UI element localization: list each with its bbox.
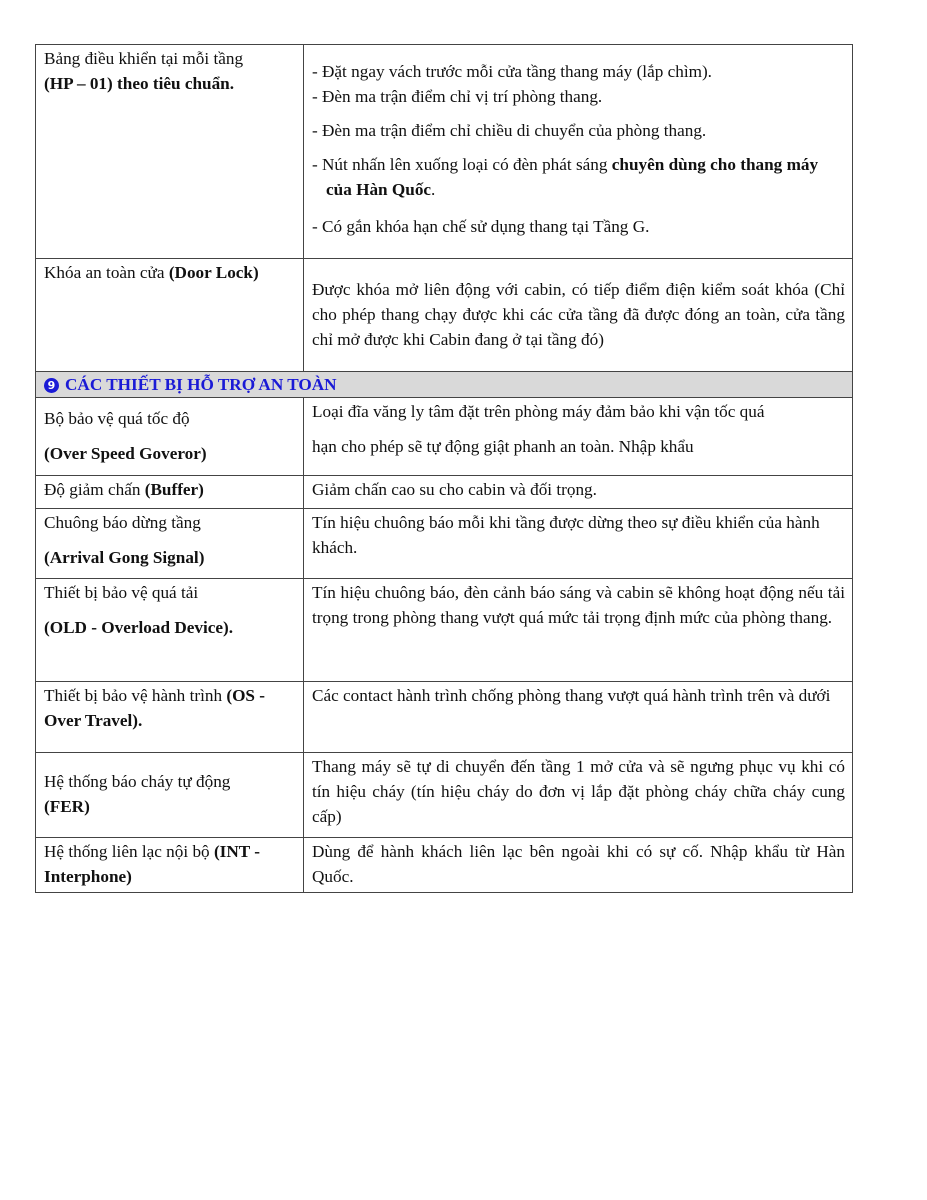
row-label-cell: Hệ thống báo cháy tự động (FER) — [36, 753, 304, 838]
door-lock-label-bold: (Door Lock) — [168, 263, 259, 282]
table-row — [36, 476, 853, 509]
row-desc-cell — [304, 259, 853, 372]
row-label-cell: Thiết bị bảo vệ hành trình (OS - Over Travel). — [36, 682, 304, 753]
list-item: - Đèn ma trận điểm chỉ chiều di chuyển của phòng thang. — [312, 121, 707, 140]
table-row — [36, 509, 853, 579]
table-row — [36, 398, 853, 476]
row-desc-cell: Giảm chấn cao su cho cabin và đối trọng. — [304, 476, 853, 509]
number-circle-icon: 9 — [44, 378, 59, 393]
table-row — [36, 838, 853, 893]
table-row — [36, 259, 853, 372]
row-label-cell: Độ giảm chấn (Buffer) — [36, 476, 304, 509]
row-label-cell: Chuông báo dừng tầng (Arrival Gong Signal) — [36, 509, 304, 579]
list-item: - Đèn ma trận điểm chỉ vị trí phòng thang. — [312, 87, 603, 106]
hall-panel-bullets — [312, 59, 845, 239]
row-label-cell: Thiết bị bảo vệ quá tải (OLD - Overload Device). — [36, 579, 304, 682]
row-desc-cell: Tín hiệu chuông báo mỗi khi tầng được dừng theo sự điều khiển của hành khách. — [304, 509, 853, 579]
table-row — [36, 45, 853, 259]
row-desc-cell: Thang máy sẽ tự di chuyển đến tầng 1 mở cửa và sẽ ngưng phục vụ khi có tín hiệu cháy (tín hiệu cháy do đơn vị lắp đặt phòng cháy chữa cháy cung cấp) — [304, 753, 853, 838]
row-desc-cell: Loại đĩa văng ly tâm đặt trên phòng máy đảm bảo khi vận tốc quá hạn cho phép sẽ tự động giật phanh an toàn. Nhập khẩu — [304, 398, 853, 476]
hall-panel-label-bold: (HP – 01) theo tiêu chuẩn. — [44, 74, 235, 93]
door-lock-label: Khóa an toàn cửa — [44, 263, 169, 282]
row-label-cell — [36, 259, 304, 372]
spec-table — [35, 44, 853, 893]
list-item: - Có gắn khóa hạn chế sử dụng thang tại Tầng G. — [312, 217, 650, 236]
door-lock-desc: Được khóa mở liên động với cabin, có tiếp điểm điện kiểm soát khóa (Chỉ cho phép thang chạy được khi các cửa tầng đã được đóng an toàn, cửa tầng chỉ mở được khi Cabin đang ở tại tầng đó) — [312, 280, 845, 349]
table-row — [36, 753, 853, 838]
row-label-cell — [36, 45, 304, 259]
table-row — [36, 579, 853, 682]
section-header-row — [36, 372, 853, 398]
hall-panel-label: Bảng điều khiển tại mỗi tầng — [44, 49, 244, 68]
section-header — [36, 372, 853, 398]
row-label-cell: Hệ thống liên lạc nội bộ (INT - Interphone) — [36, 838, 304, 893]
list-item: - Nút nhấn lên xuống loại có đèn phát sáng chuyên dùng cho thang máy của Hàn Quốc. — [312, 155, 819, 199]
list-item: - Đặt ngay vách trước mỗi cửa tầng thang máy (lắp chìm). — [312, 62, 712, 81]
row-desc-cell — [304, 45, 853, 259]
section-title: CÁC THIẾT BỊ HỖ TRỢ AN TOÀN — [65, 375, 337, 394]
row-desc-cell: Dùng để hành khách liên lạc bên ngoài khi có sự cố. Nhập khẩu từ Hàn Quốc. — [304, 838, 853, 893]
row-label-cell: Bộ bảo vệ quá tốc độ (Over Speed Goveror) — [36, 398, 304, 476]
row-desc-cell: Các contact hành trình chống phòng thang vượt quá hành trình trên và dưới — [304, 682, 853, 753]
row-desc-cell: Tín hiệu chuông báo, đèn cảnh báo sáng và cabin sẽ không hoạt động nếu tải trọng trong phòng thang vượt quá mức tải trọng định mức của phòng thang. — [304, 579, 853, 682]
table-row — [36, 682, 853, 753]
